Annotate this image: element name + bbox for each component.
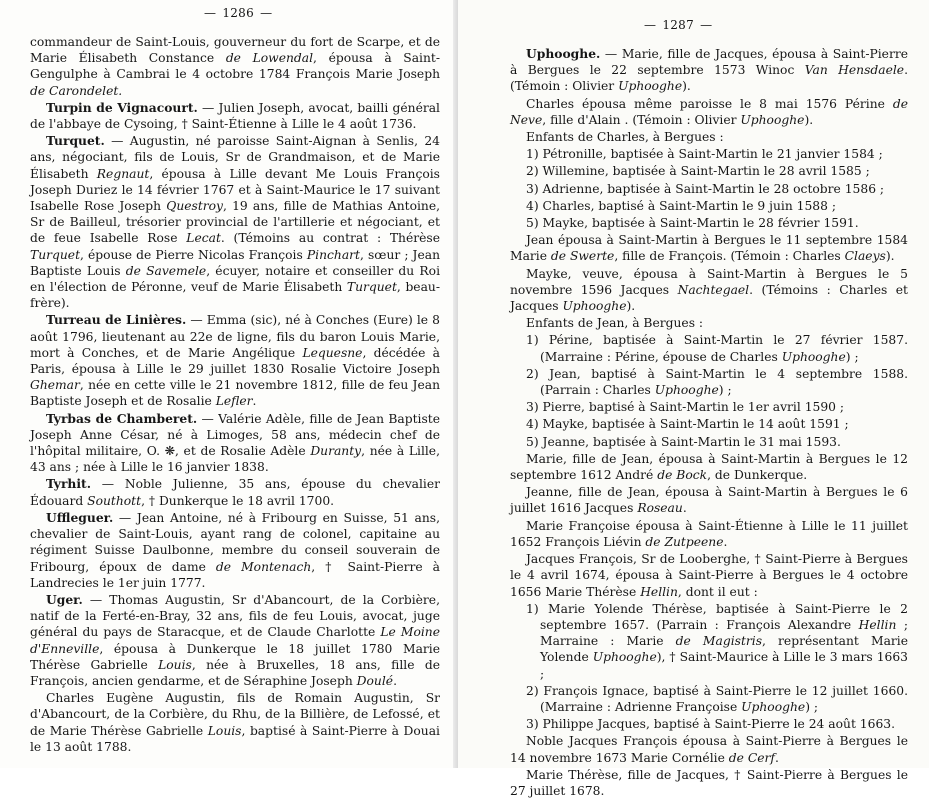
entry-continuation <box>510 451 908 483</box>
italic-name: de Neve <box>510 96 908 127</box>
list-entry <box>510 163 908 179</box>
entry-text: . <box>774 750 779 765</box>
italic-name: Uphooghe <box>592 650 657 665</box>
entry-continuation <box>510 315 908 331</box>
entry-text: , de Dunkerque. <box>707 468 808 483</box>
italic-name: Duranty <box>310 444 362 459</box>
entry-text: 5) Jeanne, baptisée à Saint-Martin le 31 mai 1593. <box>526 434 841 449</box>
entry-continuation <box>510 232 908 264</box>
entry-text: 1) Périne, baptisée à Saint-Martin le 27 février 1587. (Marraine : Périne, épouse de Charles <box>526 333 908 364</box>
entry-text: — Valérie Adèle, fille de Jean Baptiste Joseph Anne César, né à Limoges, 58 ans, médecin chef de l'hôpital militaire, O. ❋, et de Rosalie Adèle <box>30 411 440 459</box>
italic-name: Uphooghe <box>741 699 806 714</box>
list-entry <box>510 366 908 398</box>
italic-name: Uphooghe <box>618 79 683 94</box>
left-page-number: — 1286 — <box>204 6 273 20</box>
entry-text: . <box>723 534 728 549</box>
entry-text: 2) Willemine, baptisée à Saint-Martin le 28 avril 1585 ; <box>526 164 870 179</box>
italic-name: Doulé <box>356 673 394 688</box>
italic-name: Turquet <box>30 247 81 262</box>
entry-continuation <box>510 484 908 516</box>
italic-name: Southott <box>87 493 142 508</box>
entry-surname: Turpin de Vignacourt. <box>46 99 198 115</box>
entry-text: 3) Pierre, baptisé à Saint-Martin le 1er avril 1590 ; <box>526 400 845 415</box>
italic-name: Louis <box>158 657 192 672</box>
italic-name: de Cerf <box>728 750 775 765</box>
page-number-value: 1287 <box>662 18 695 32</box>
entry-text: Charles épousa même paroisse le 8 mai 1576 Périne <box>526 96 893 111</box>
entry-text: . <box>682 501 687 516</box>
italic-name: Uphooghe <box>562 299 627 314</box>
entry-text: , née à Lille, 43 ans ; née à Lille le 16 janvier 1838. <box>30 444 440 475</box>
italic-name: de Savemele <box>125 263 207 278</box>
entry-text: , épouse de Pierre Nicolas François <box>80 247 307 262</box>
entry-text: Jeanne, fille de Jean, épousa à Saint-Martin à Bergues le 6 juillet 1616 Jacques <box>510 485 908 516</box>
entry-text: , fille de François. (Témoin : Charles <box>614 249 845 264</box>
entry <box>30 476 440 508</box>
entry-text: — Marie, fille de Jacques, épousa à Saint-Pierre à Bergues le 22 septembre 1573 Winoc <box>510 47 908 78</box>
entry-continuation <box>510 129 908 145</box>
entry-continuation <box>510 518 908 550</box>
entry-text: , épousa à Lille devant Me Louis François Joseph Duriez le 14 février 1767 et à Saint-Maurice le 17 suivant Isabelle Rose Joseph <box>30 166 440 214</box>
entry-text: 3) Philippe Jacques, baptisé à Saint-Pierre le 24 août 1663. <box>526 717 895 732</box>
entry-continuation <box>510 96 908 128</box>
entry-text: , née en cette ville le 21 novembre 1812, fille de feu Jean Baptiste Joseph et de Rosalie <box>30 378 440 409</box>
italic-name: Roseau <box>637 501 683 516</box>
entry-text: 3) Adrienne, baptisée à Saint-Martin le 28 octobre 1586 ; <box>526 181 885 196</box>
entry-text: — Augustin, né paroisse Saint-Aignan à Senlis, 24 ans, négociant, fils de Louis, Sr de Grandmaison, et de Marie Élisabeth <box>30 134 440 181</box>
entry-text: , née à Bruxelles, 18 ans, fille de François, ancien gendarme, et de Séraphine Joseph <box>30 657 440 688</box>
italic-name: Nachtegael <box>677 282 750 297</box>
entry-text: 4) Mayke, baptisée à Saint-Martin le 14 août 1591 ; <box>526 417 849 432</box>
entry-text: . (Témoins : Charles et Jacques <box>510 282 908 314</box>
entry-text: ) ; <box>718 383 732 398</box>
entry-surname: Turquet. <box>46 133 105 149</box>
entry-text: , représentant Marie Yolende <box>540 634 908 665</box>
entry-continuation <box>510 266 908 315</box>
italic-name: de Lowendal <box>225 51 314 66</box>
entry-text: Charles Eugène Augustin, fils de Romain Augustin, Sr d'Abancourt, de la Corbière, du Rhu, de la Billière, de Lefossé, et de Marie Thérèse Gabrielle <box>30 691 440 738</box>
entry-text: , dont il eut : <box>677 584 758 599</box>
entry-surname: Tyrbas de Chamberet. <box>46 410 198 426</box>
entry-text: 2) Jean, baptisé à Saint-Martin le 4 septembre 1588. (Parrain : Charles <box>526 366 908 398</box>
entry-text: ). <box>804 112 814 127</box>
entry-text: Marie Thérèse, fille de Jacques, † Saint-Pierre à Bergues le 27 juillet 1678. <box>510 767 908 798</box>
right-entries <box>510 46 908 800</box>
italic-name: de Swerte <box>550 249 615 264</box>
italic-name: Uphooghe <box>654 383 719 398</box>
entry-text: Jacques François, Sr de Looberghe, † Saint-Pierre à Bergues le 4 avril 1674, épousa à Saint-Pierre à Bergues le 4 octobre 1656 Marie Thérèse <box>510 552 908 599</box>
entry-text: , épousa à Dunkerque le 18 juillet 1780 Marie Thérèse Gabrielle <box>30 641 440 672</box>
entry-text: Marie Françoise épousa à Saint-Étienne à Lille le 11 juillet 1652 François Liévin <box>510 518 908 549</box>
right-page <box>458 0 929 798</box>
italic-name: Le Moine d'Enneville <box>30 625 441 656</box>
page-number-value: 1286 <box>222 6 255 20</box>
list-entry <box>510 198 908 214</box>
italic-name: Lefler <box>215 394 253 409</box>
entry-text: . (Témoin : Olivier <box>510 63 908 94</box>
right-page-number: — 1287 — <box>644 18 713 32</box>
entry-text: , sœur ; Jean Baptiste Louis <box>30 247 440 278</box>
entry-text: Jean épousa à Saint-Martin à Bergues le 11 septembre 1584 Marie <box>510 233 908 264</box>
entry-text: — Noble Julienne, 35 ans, épouse du chevalier Édouard <box>30 477 440 508</box>
entry-text: , baptisé à Saint-Pierre à Douai le 13 août 1788. <box>30 723 440 754</box>
entry-text: . (Témoins au contrat : Thérèse <box>220 231 441 246</box>
entry-text: ; Marraine : Marie <box>540 617 908 649</box>
italic-name: Hellin <box>858 617 897 632</box>
entry-text: Noble Jacques François épousa à Saint-Pierre à Bergues le 14 novembre 1673 Marie Cornélie <box>510 734 908 765</box>
entry-text: 2) François Ignace, baptisé à Saint-Pierre le 12 juillet 1660. (Marraine : Adrienne Françoise <box>526 683 908 714</box>
entry-surname: Uger. <box>46 591 83 607</box>
entry-text: Mayke, veuve, épousa à Saint-Martin à Bergues le 5 novembre 1596 Jacques <box>510 266 908 297</box>
italic-name: Van Hensdaele <box>804 63 905 78</box>
entry-surname: Tyrhit. <box>46 476 91 492</box>
entry <box>30 592 440 689</box>
italic-name: Uphooghe <box>781 349 846 364</box>
left-entries <box>30 34 440 756</box>
list-entry <box>510 399 908 415</box>
list-entry <box>510 683 908 715</box>
entry-text: 5) Mayke, baptisée à Saint-Martin le 28 février 1591. <box>526 216 859 231</box>
entry-text: 1) Marie Yolende Thérèse, baptisée à Saint-Pierre le 2 septembre 1657. (Parrain : François Alexandre <box>526 601 908 632</box>
entry-text: ). <box>885 249 895 264</box>
entry-surname: Turreau de Linières. <box>46 312 187 328</box>
italic-name: Claeys <box>844 249 886 264</box>
entry-continuation <box>510 733 908 765</box>
italic-name: de Bock <box>657 468 708 483</box>
list-entry <box>510 215 908 231</box>
list-entry <box>510 601 908 682</box>
italic-name: Turquet <box>346 280 397 295</box>
entry-text: , décédée à Paris, épousa à Lille le 29 juillet 1830 Rosalie Victoire Joseph <box>30 345 440 377</box>
entry-text: , 19 ans, fille de Mathias Antoine, Sr de Bailleul, trésorier provincial de l'artillerie et négociant, et de feue Isabelle Rose <box>30 199 441 246</box>
entry-text: Enfants de Charles, à Bergues : <box>526 130 724 145</box>
italic-name: de Magistris <box>675 634 763 649</box>
list-entry <box>510 434 908 450</box>
italic-name: de Carondelet. <box>30 83 123 98</box>
italic-name: Louis <box>207 723 242 738</box>
entry-text: — Thomas Augustin, Sr d'Abancourt, de la Corbière, natif de la Ferté-en-Bray, 32 ans, fils de feu Louis, avocat, juge général du pays de Staracque, et de Claude Charlotte <box>30 592 440 640</box>
italic-name: Lecat <box>186 231 221 246</box>
left-page <box>0 0 458 768</box>
list-entry <box>510 716 908 732</box>
entry <box>510 46 908 95</box>
entry-text: , épousa à Saint-Gengulphe à Cambrai le 4 octobre 1784 François Marie Joseph <box>30 51 440 82</box>
entry-continuation <box>510 767 908 799</box>
entry-text: , fille d'Alain . (Témoin : Olivier <box>542 112 741 127</box>
entry-continuation <box>30 690 440 755</box>
entry-text: . <box>252 394 257 409</box>
entry-text: ). <box>626 299 636 314</box>
entry-text: 1) Pétronille, baptisée à Saint-Martin le 21 janvier 1584 ; <box>526 147 883 162</box>
entry <box>30 100 440 132</box>
italic-name: Questroy <box>166 199 223 214</box>
entry-text: — Julien Joseph, avocat, bailli général de l'abbaye de Cysoing, † Saint-Étienne à Lille le 4 août 1736. <box>30 100 440 132</box>
list-entry <box>510 181 908 197</box>
entry-surname: Uffleguer. <box>46 509 114 525</box>
italic-name: Lequesne <box>302 345 363 360</box>
entry-text: Enfants de Jean, à Bergues : <box>526 316 704 331</box>
entry <box>30 510 440 591</box>
entry-text: Marie, fille de Jean, épousa à Saint-Martin à Bergues le 12 septembre 1612 André <box>510 451 908 483</box>
entry-text: , beau-frère). <box>30 280 440 311</box>
entry-text: ) ; <box>845 349 859 364</box>
italic-name: Pinchart <box>306 247 360 262</box>
entry-surname: Uphooghe. <box>526 46 601 61</box>
italic-name: Regnaut <box>96 166 150 181</box>
entry-text: . <box>393 673 397 688</box>
italic-name: Uphooghe <box>740 112 805 127</box>
entry-text: , † Saint-Pierre à Landrecies le 1er juin 1777. <box>30 559 441 590</box>
entry-continuation <box>30 34 440 99</box>
italic-name: Hellin <box>640 584 678 599</box>
list-entry <box>510 146 908 162</box>
entry-text: , † Dunkerque le 18 avril 1700. <box>141 493 335 508</box>
italic-name: Ghemar <box>30 378 80 393</box>
entry <box>30 411 440 476</box>
entry-text: 4) Charles, baptisé à Saint-Martin le 9 juin 1588 ; <box>526 198 836 213</box>
italic-name: de Zutpeene <box>645 534 724 549</box>
entry-text: , écuyer, notaire et conseiller du Roi en l'élection de Péronne, veuf de Marie Élisabeth <box>30 263 441 295</box>
italic-name: de Montenach <box>215 559 312 574</box>
entry-text: — Emma (sic), né à Conches (Eure) le 8 août 1796, lieutenant au 22e de ligne, fils du baron Louis Marie, mort à Conches, et de Marie Angélique <box>30 313 440 360</box>
list-entry <box>510 332 908 364</box>
entry <box>30 312 440 409</box>
list-entry <box>510 416 908 432</box>
entry-continuation <box>510 551 908 600</box>
entry-text: ) ; <box>805 699 819 714</box>
entry-text: ), † Saint-Maurice à Lille le 3 mars 1663 ; <box>540 650 908 681</box>
entry-text: ). <box>682 79 691 94</box>
entry-text: — Jean Antoine, né à Fribourg en Suisse, 51 ans, chevalier de Saint-Louis, ayant rang de colonel, capitaine au régiment Suisse Daulbonne, membre du conseil souverain de Fribourg, époux de dame <box>30 510 440 574</box>
entry <box>30 133 440 311</box>
entry-text: commandeur de Saint-Louis, gouverneur du fort de Scarpe, et de Marie Élisabeth Constance <box>30 35 440 66</box>
